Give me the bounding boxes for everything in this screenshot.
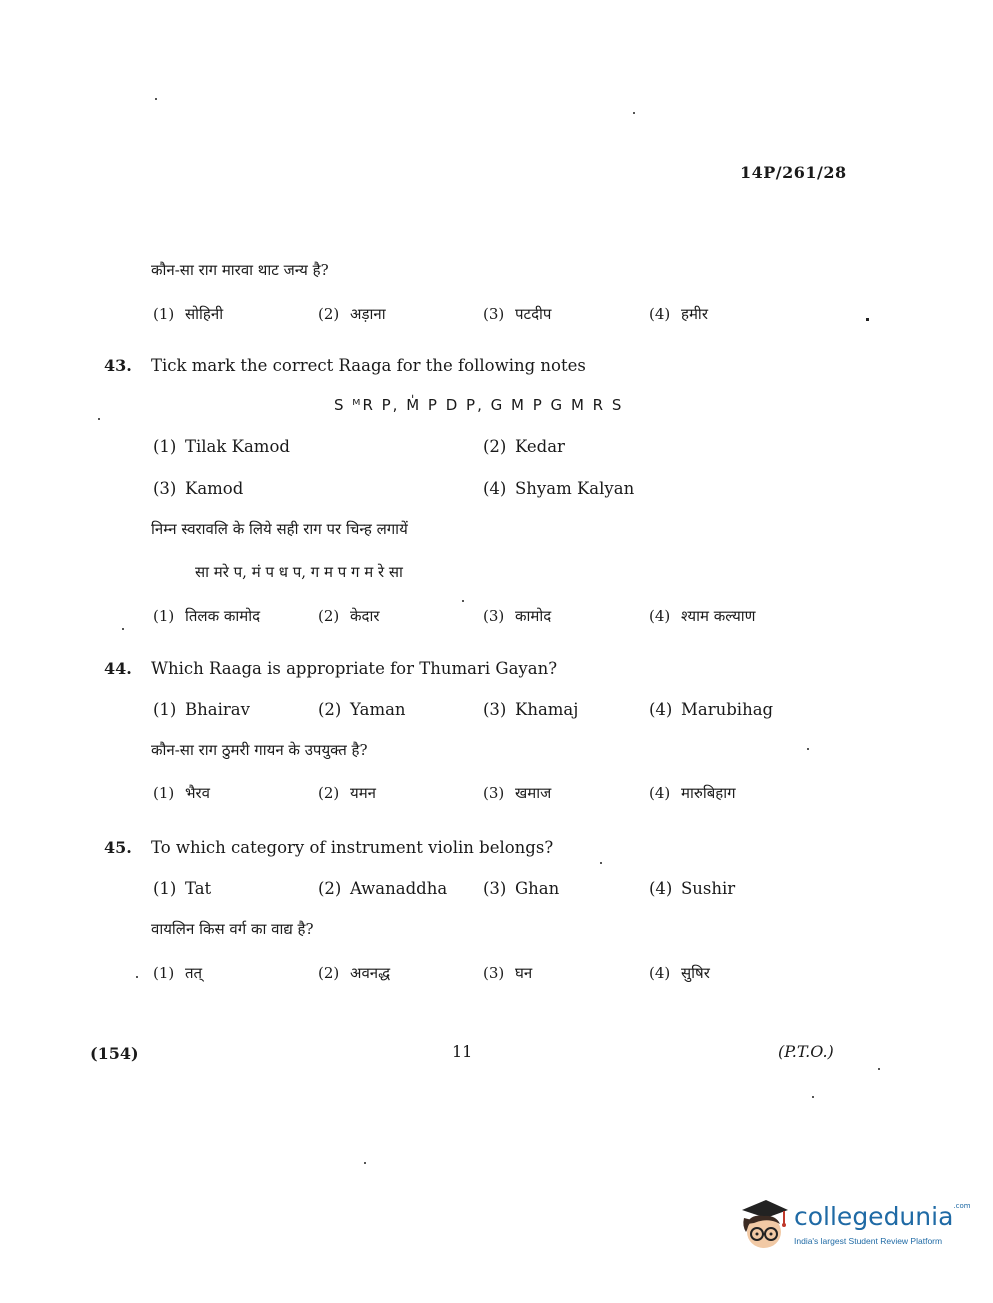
q42-question-hindi: कौन-सा राग मारवा थाट जन्य है? <box>151 261 329 279</box>
scan-speck <box>878 1068 880 1070</box>
student-mascot-icon <box>736 1196 792 1256</box>
scan-speck <box>866 318 869 321</box>
scan-speck <box>807 748 809 750</box>
scan-speck <box>136 976 138 978</box>
q43-question-english: Tick mark the correct Raaga for the following notes <box>151 356 586 375</box>
q45-option-4-english: (4) Sushir <box>649 879 736 898</box>
q43-option-1-english: (1) Tilak Kamod <box>153 437 290 456</box>
q45-question-hindi: वायलिन किस वर्ग का वाद्य है? <box>151 920 314 938</box>
q44-option-2-hindi: (2) यमन <box>318 784 376 802</box>
q44-option-3-hindi: (3) खमाज <box>483 784 552 802</box>
paper-code: 14P/261/28 <box>740 163 847 182</box>
scan-speck <box>122 628 124 630</box>
q45-option-1-english: (1) Tat <box>153 879 212 898</box>
q44-option-4-english: (4) Marubihag <box>649 700 774 719</box>
q45-option-4-hindi: (4) सुषिर <box>649 964 710 982</box>
q43-question-hindi: निम्न स्वरावलि के लिये सही राग पर चिन्ह लगायें <box>151 520 408 538</box>
scan-speck <box>98 418 100 420</box>
q43-option-4-english: (4) Shyam Kalyan <box>483 479 635 498</box>
page-number: 11 <box>452 1042 473 1061</box>
q44-option-1-hindi: (1) भैरव <box>153 784 211 802</box>
q43-option-3-hindi: (3) कामोद <box>483 607 552 625</box>
scan-speck <box>600 862 602 864</box>
scan-speck <box>812 1096 814 1098</box>
q43-number: 43. <box>104 356 132 375</box>
scan-speck <box>633 112 635 114</box>
q44-question-english: Which Raaga is appropriate for Thumari Gayan? <box>151 659 558 678</box>
scan-speck <box>155 98 157 100</box>
q44-option-3-english: (3) Khamaj <box>483 700 579 719</box>
scan-speck <box>462 600 464 602</box>
q43-option-3-english: (3) Kamod <box>153 479 244 498</box>
q43-option-2-hindi: (2) केदार <box>318 607 380 625</box>
scan-speck <box>364 1162 366 1164</box>
q42-option-1-hindi: (1) सोहिनी <box>153 305 224 323</box>
q43-option-2-english: (2) Kedar <box>483 437 565 456</box>
q44-option-4-hindi: (4) मारुबिहाग <box>649 784 736 802</box>
footer-series-code: (154) <box>90 1044 139 1063</box>
logo-tagline: India's largest Student Review Platform <box>794 1236 943 1246</box>
q42-option-2-hindi: (2) अड़ाना <box>318 305 386 323</box>
q42-option-4-hindi: (4) हमीर <box>649 305 708 323</box>
logo-wordmark: collegedunia$^{.com}$ <box>794 1202 971 1231</box>
q45-option-2-english: (2) Awanaddha <box>318 879 448 898</box>
collegedunia-logo <box>736 1196 971 1256</box>
q43-notes-hindi: सा मरे प, मं प ध प, ग म प ग म रे सा <box>195 563 403 581</box>
q44-question-hindi: कौन-सा राग ठुमरी गायन के उपयुक्त है? <box>151 741 368 759</box>
q43-option-4-hindi: (4) श्याम कल्याण <box>649 607 756 625</box>
q44-option-2-english: (2) Yaman <box>318 700 406 719</box>
q45-option-3-english: (3) Ghan <box>483 879 560 898</box>
q44-option-1-english: (1) Bhairav <box>153 700 250 719</box>
q45-question-english: To which category of instrument violin belongs? <box>151 838 554 857</box>
q45-option-1-hindi: (1) तत् <box>153 964 203 982</box>
q45-option-3-hindi: (3) घन <box>483 964 533 982</box>
q44-number: 44. <box>104 659 132 678</box>
q42-option-3-hindi: (3) पटदीप <box>483 305 552 323</box>
pto-label: (P.T.O.) <box>778 1042 834 1061</box>
q43-notes-english: S ᴹR P, M̍ P D P, G M P G M R S <box>334 396 624 414</box>
q43-option-1-hindi: (1) तिलक कामोद <box>153 607 261 625</box>
q45-option-2-hindi: (2) अवनद्ध <box>318 964 391 982</box>
q45-number: 45. <box>104 838 132 857</box>
